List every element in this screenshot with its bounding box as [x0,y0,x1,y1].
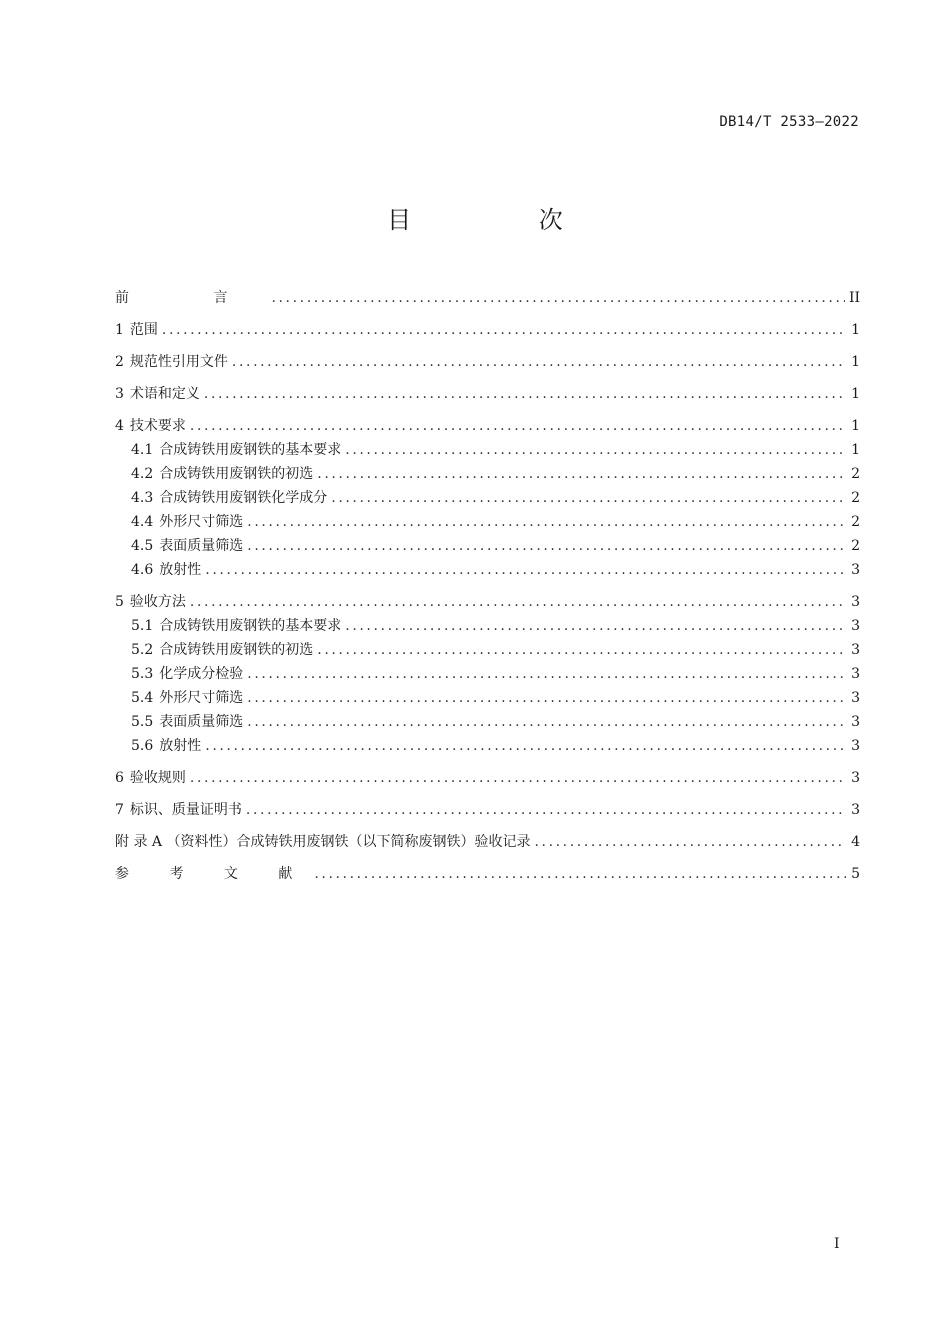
toc-entry[interactable] [115,350,860,374]
toc-leader-dots [317,462,846,486]
toc-entry-label: 验收规则 [129,770,186,786]
toc-entry[interactable] [115,462,860,486]
toc-entry-page: 3 [851,594,860,610]
toc-entry[interactable] [115,286,860,310]
toc-entry-number: 3 [115,386,124,402]
toc-entry-label: 前 言 [115,290,268,306]
toc-entry[interactable] [115,438,860,462]
toc-entry-label: 化学成分检验 [159,666,244,682]
toc-entry-page: 5 [851,866,860,882]
toc-entry-number: 2 [115,354,124,370]
toc-leader-dots [345,614,846,638]
toc-entry-label: 术语和定义 [129,386,200,402]
toc-entry-label: 参 考 文 献 [115,866,311,882]
toc-entry[interactable] [115,766,860,790]
toc-leader-dots [190,590,846,614]
toc-entry-label: 合成铸铁用废钢铁的初选 [159,466,314,482]
toc-entry[interactable] [115,662,860,686]
toc-entry-label: 验收方法 [129,594,186,610]
toc-entry[interactable] [115,830,860,854]
toc-entry-page: 3 [851,770,860,786]
toc-entry-number: 5.5 [131,714,154,730]
toc-entry-page: 1 [851,442,860,458]
toc-entry[interactable] [115,486,860,510]
toc-entry-page: 1 [851,386,860,402]
toc-entry[interactable] [115,638,860,662]
toc-entry-number: 4.4 [131,514,154,530]
toc-entry-page: 3 [851,690,860,706]
toc-leader-dots [205,734,846,758]
toc-entry-number: 5.3 [131,666,154,682]
toc-leader-dots [271,286,844,310]
toc-leader-dots [205,558,846,582]
toc-entry-label: 放射性 [159,738,202,754]
toc-entry-number: 4.3 [131,490,154,506]
toc-leader-dots [162,318,846,342]
toc-entry-page: 3 [851,714,860,730]
toc-leader-dots [314,862,846,886]
toc-entry[interactable] [115,862,860,886]
toc-entry-number: 6 [115,770,124,786]
toc-entry[interactable] [115,710,860,734]
toc-entry[interactable] [115,590,860,614]
toc-entry-page: 1 [851,322,860,338]
toc-entry[interactable] [115,318,860,342]
toc-entry-label: 技术要求 [129,418,186,434]
toc-leader-dots [190,766,846,790]
toc-entry[interactable] [115,414,860,438]
table-of-contents [115,286,860,886]
toc-entry-page: 3 [851,666,860,682]
toc-entry-page: 3 [851,642,860,658]
page-number: I [834,1236,840,1252]
toc-leader-dots [317,638,846,662]
toc-entry[interactable] [115,382,860,406]
toc-entry-number: 4.6 [131,562,154,578]
toc-entry-page: 1 [851,418,860,434]
toc-entry[interactable] [115,534,860,558]
toc-entry-page: 2 [851,538,860,554]
toc-entry[interactable] [115,558,860,582]
toc-entry-page: 3 [851,802,860,818]
toc-entry-number: 5 [115,594,124,610]
toc-entry-page: 2 [851,490,860,506]
toc-entry-number: 4.2 [131,466,154,482]
toc-entry[interactable] [115,734,860,758]
toc-leader-dots [247,662,846,686]
toc-entry-page: II [848,290,860,306]
toc-entry-page: 3 [851,618,860,634]
toc-entry-page: 1 [851,354,860,370]
toc-entry-label: 范围 [129,322,158,338]
toc-entry-number: 5.4 [131,690,154,706]
toc-entry-number: 1 [115,322,124,338]
toc-leader-dots [534,830,846,854]
toc-entry-number: 5.1 [131,618,154,634]
toc-entry-label: 合成铸铁用废钢铁化学成分 [159,490,328,506]
toc-leader-dots [204,382,846,406]
toc-leader-dots [247,710,846,734]
toc-leader-dots [247,534,846,558]
toc-entry-label: 表面质量筛选 [159,538,244,554]
toc-leader-dots [331,486,846,510]
toc-entry-label: 标识、质量证明书 [129,802,242,818]
toc-entry-page: 2 [851,514,860,530]
toc-entry-number: 4.1 [131,442,154,458]
toc-entry-label: 合成铸铁用废钢铁的基本要求 [159,618,342,634]
toc-entry-number: 7 [115,802,124,818]
toc-entry-label: 外形尺寸筛选 [159,514,244,530]
toc-entry-label: 附 录 A （资料性）合成铸铁用废钢铁（以下简称废钢铁）验收记录 [115,834,531,850]
toc-leader-dots [246,798,846,822]
toc-title: 目 次 [387,206,623,234]
toc-entry-page: 3 [851,738,860,754]
toc-leader-dots [247,686,846,710]
toc-leader-dots [345,438,846,462]
toc-entry-label: 合成铸铁用废钢铁的基本要求 [159,442,342,458]
toc-entry-number: 4.5 [131,538,154,554]
toc-entry-page: 3 [851,562,860,578]
toc-entry-page: 2 [851,466,860,482]
toc-leader-dots [232,350,846,374]
toc-entry[interactable] [115,798,860,822]
toc-entry-label: 合成铸铁用废钢铁的初选 [159,642,314,658]
toc-entry[interactable] [115,614,860,638]
toc-entry-page: 4 [851,834,860,850]
toc-entry-number: 5.2 [131,642,154,658]
toc-entry-label: 外形尺寸筛选 [159,690,244,706]
toc-entry-number: 5.6 [131,738,154,754]
toc-entry-label: 规范性引用文件 [129,354,228,370]
toc-entry[interactable] [115,686,860,710]
toc-entry-label: 放射性 [159,562,202,578]
document-code: DB14/T 2533—2022 [719,114,859,130]
toc-entry-label: 表面质量筛选 [159,714,244,730]
toc-entry-number: 4 [115,418,124,434]
toc-leader-dots [247,510,846,534]
toc-leader-dots [190,414,846,438]
toc-entry[interactable] [115,510,860,534]
